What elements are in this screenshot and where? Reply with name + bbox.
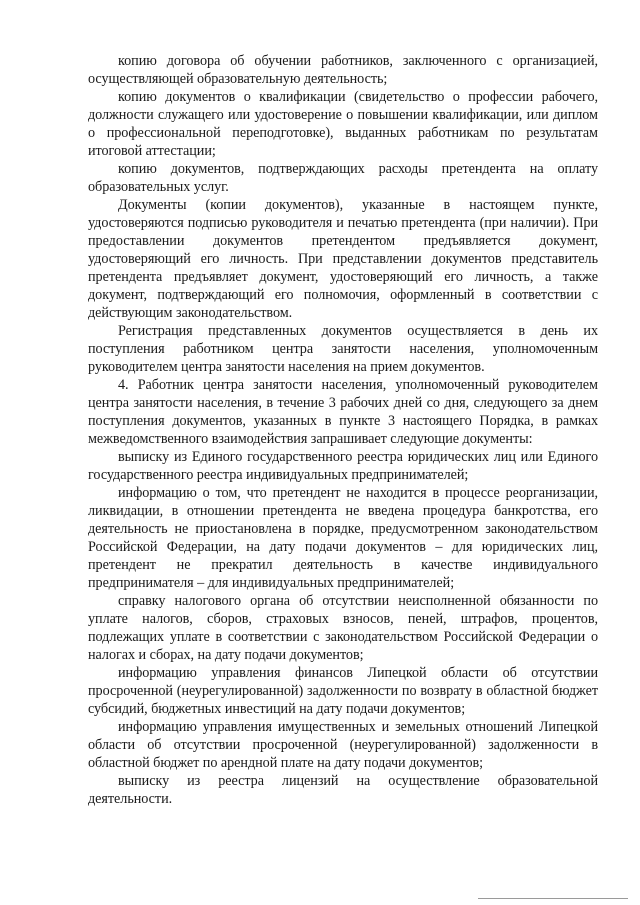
paragraph-item-4: 4. Работник центра занятости населения, уполномоченный руководителем центра занятости населения, в течение 3 рабочих дней со дня, следующего за днем поступления документов, указанных в пункте 3 настоящего Порядка, в рамках межведомственного взаимодействия запрашивает следующие документы: [88, 377, 598, 447]
paragraph-finance-info: информацию управления финансов Липецкой области об отсутствии просроченной (неурегулированной) задолженности по возврату в областной бюджет субсидий, бюджетных инвестиций на дату подачи документов; [88, 665, 598, 717]
paragraph-qualification-docs: копию документов о квалификации (свидетельство о профессии рабочего, должности служащего или удостоверение о повышении квалификации, или диплом о профессиональной переподготовке), выданных работникам по результатам итоговой аттестации; [88, 89, 598, 159]
paragraph-contract-copy: копию договора об обучении работников, заключенного с организацией, осуществляющей образовательную деятельность; [88, 53, 598, 87]
paragraph-certification: Документы (копии документов), указанные в настоящем пункте, удостоверяются подписью руководителя и печатью претендента (при наличии). При предоставлении документов претендентом предъявляется документ, удостоверяющий его личность. При представлении документов представитель претендента предъявляет документ, удостоверяющий его личность, а также документ, подтверждающий его полномочия, оформленный в соответствии с действующим законодательством. [88, 197, 598, 321]
paragraph-registry-extract: выписку из Единого государственного реестра юридических лиц или Единого государственного реестра индивидуальных предпринимателей; [88, 449, 598, 483]
paragraph-registration: Регистрация представленных документов осуществляется в день их поступления работником центра занятости населения, уполномоченным руководителем центра занятости населения на прием документов. [88, 323, 598, 375]
paragraph-tax-certificate: справку налогового органа об отсутствии неисполненной обязанности по уплате налогов, сборов, страховых взносов, пеней, штрафов, процентов, подлежащих уплате в соответствии с законодательством Российской Федерации о налогах и сборах, на дату подачи документов; [88, 593, 598, 663]
paragraph-expense-docs: копию документов, подтверждающих расходы претендента на оплату образовательных услуг. [88, 161, 598, 195]
paragraph-license-extract: выписку из реестра лицензий на осуществление образовательной деятельности. [88, 773, 598, 807]
bottom-divider [478, 898, 628, 899]
paragraph-property-info: информацию управления имущественных и земельных отношений Липецкой области об отсутствии просроченной (неурегулированной) задолженности в областной бюджет по арендной плате на дату подачи документов; [88, 719, 598, 771]
paragraph-reorganization-info: информацию о том, что претендент не находится в процессе реорганизации, ликвидации, в отношении претендента не введена процедура банкротства, его деятельность не приостановлена в порядке, предусмотренном законодательством Российской Федерации, на дату подачи документов – для юридических лиц, претендент не прекратил деятельность в качестве индивидуального предпринимателя – для индивидуальных предпринимателей; [88, 485, 598, 591]
